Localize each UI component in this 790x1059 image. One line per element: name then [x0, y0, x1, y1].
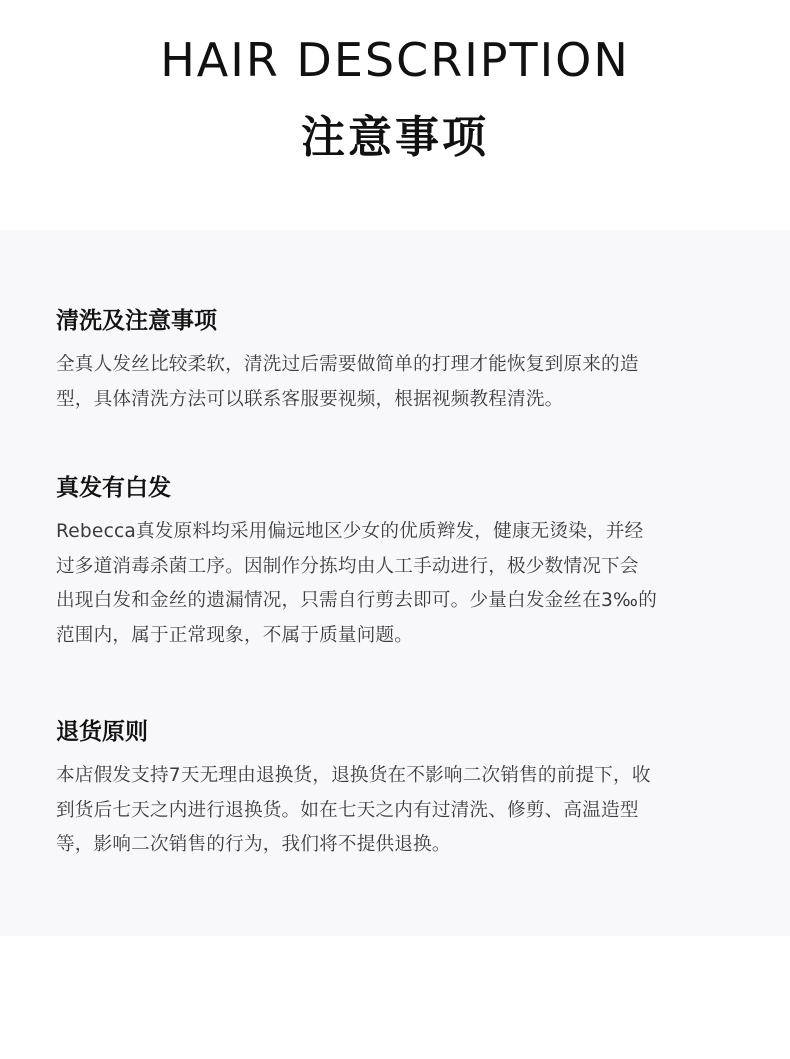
header [0, 0, 790, 230]
section-return-policy [56, 715, 716, 863]
body-line: 范围内，属于正常现象，不属于质量问题。 [56, 624, 414, 646]
section-body [56, 348, 716, 417]
body-line: 全真人发丝比较柔软，清洗过后需要做简单的打理才能恢复到原来的造 [56, 354, 639, 375]
section-heading: 退货原则 [56, 719, 148, 745]
section-body [56, 515, 716, 653]
section-washing-care [56, 304, 716, 417]
section-heading: 清洗及注意事项 [56, 308, 217, 334]
body-line: 等，影响二次销售的行为，我们将不提供退换。 [56, 834, 451, 855]
body-line: 出现白发和金丝的遗漏情况，只需自行剪去即可。少量白发金丝在3‰的 [56, 590, 657, 611]
section-white-hair [56, 471, 716, 653]
notes-panel [0, 230, 790, 936]
body-line: Rebecca真发原料均采用偏远地区少女的优质辫发，健康无烫染，并经 [56, 521, 644, 542]
section-heading: 真发有白发 [56, 475, 171, 501]
footer-spacer [0, 936, 790, 1059]
page-title-english: HAIR DESCRIPTION [160, 33, 630, 87]
body-line: 本店假发支持7天无理由退换货，退换货在不影响二次销售的前提下，收 [56, 765, 651, 786]
body-line: 型，具体清洗方法可以联系客服要视频，根据视频教程清洗。 [56, 388, 564, 410]
body-line: 过多道消毒杀菌工序。因制作分拣均由人工手动进行，极少数情况下会 [56, 555, 639, 577]
section-body [56, 759, 716, 863]
body-line: 到货后七天之内进行退换货。如在七天之内有过清洗、修剪、高温造型 [56, 799, 639, 821]
page-title-chinese: 注意事项 [301, 112, 489, 163]
